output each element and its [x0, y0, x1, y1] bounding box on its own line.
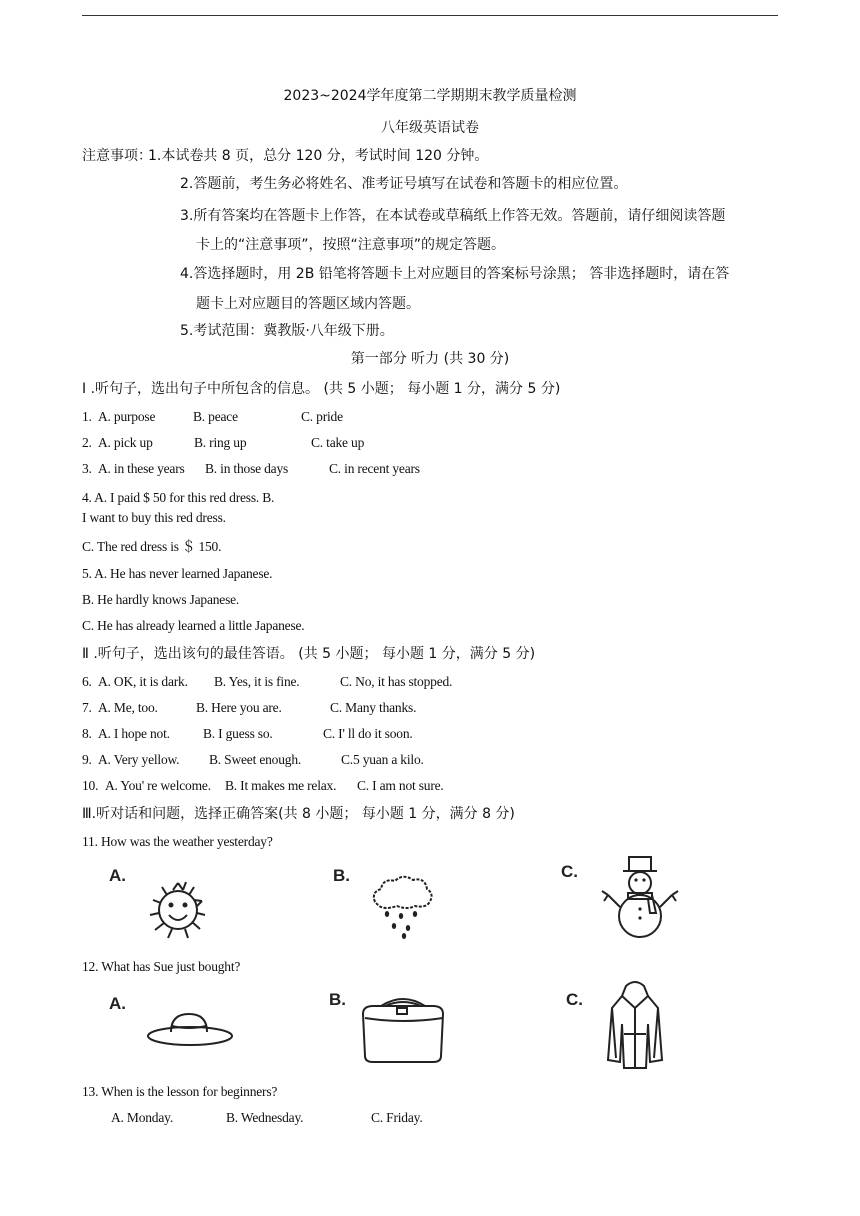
- exam-title: 2023~2024学年度第二学期期末教学质量检测: [283, 88, 577, 104]
- question-4-line-1: 4. A. I paid $ 50 for this red dress. B.: [82, 490, 275, 505]
- question-1: [82, 408, 343, 426]
- question-13: 13. When is the lesson for beginners?: [82, 1084, 278, 1099]
- section3-heading: Ⅲ.听对话和问题，选择正确答案(共 8 小题； 每小题 1 分，满分 8 分): [82, 806, 515, 822]
- picture-label-a: A.: [109, 994, 126, 1013]
- bag-picture: [359, 994, 449, 1066]
- option-b: B. Here you are.: [196, 700, 282, 715]
- question-4-line-3: C. The red dress is ＄ 150.: [82, 539, 222, 554]
- picture-label-a: A.: [109, 866, 126, 885]
- option-c: C. in recent years: [329, 461, 420, 476]
- option-c: C. No, it has stopped.: [340, 674, 453, 689]
- question-8: [82, 725, 413, 743]
- picture-label-c: C.: [566, 990, 583, 1009]
- option-a: A. You' re welcome.: [105, 778, 211, 793]
- notice-item-4: 4.答选择题时，用 2B 铅笔将答题卡上对应题目的答案标号涂黑； 答非选择题时，请在答: [180, 266, 730, 282]
- question-number: 8.: [82, 726, 92, 741]
- notice-item-2: 2.答题前，考生务必将姓名、准考证号填写在试卷和答题卡的相应位置。: [180, 176, 628, 192]
- question-number: 1.: [82, 409, 92, 424]
- notice-item-1: 1.本试卷共 8 页，总分 120 分，考试时间 120 分钟。: [148, 148, 489, 164]
- question-4-line-2: I want to buy this red dress.: [82, 510, 226, 525]
- notice-item-3: 3.所有答案均在答题卡上作答，在本试卷或草稿纸上作答无效。答题前，请仔细阅读答题: [180, 208, 726, 224]
- notice-item-5: 5.考试范围：冀教版·八年级下册。: [180, 323, 394, 339]
- question-2: [82, 434, 365, 452]
- option-c: C. Many thanks.: [330, 700, 417, 715]
- picture-label-b: B.: [333, 866, 350, 885]
- question-10: [82, 777, 444, 795]
- snowman-picture: [598, 855, 684, 941]
- option-b: B. peace: [193, 409, 238, 424]
- option-b: B. Yes, it is fine.: [214, 674, 300, 689]
- hat-picture: [145, 1010, 235, 1050]
- question-number: 2.: [82, 435, 92, 450]
- exam-subtitle: 八年级英语试卷: [381, 120, 479, 136]
- question-5-line-3: C. He has already learned a little Japanese.: [82, 618, 305, 633]
- question-12: 12. What has Sue just bought?: [82, 959, 241, 974]
- notice-item-4-cont: 题卡上对应题目的答题区域内答题。: [196, 296, 420, 312]
- question-9: [82, 751, 424, 769]
- option-c: C. Friday.: [371, 1110, 423, 1125]
- option-a: A. Very yellow.: [98, 752, 180, 767]
- option-a: A. pick up: [98, 435, 153, 450]
- option-a: A. in these years: [98, 461, 185, 476]
- question-7: [82, 699, 417, 717]
- option-a: A. I hope not.: [98, 726, 170, 741]
- option-b: B. It makes me relax.: [225, 778, 337, 793]
- part1-heading: 第一部分 听力 (共 30 分): [350, 351, 510, 367]
- question-5-line-1: 5. A. He has never learned Japanese.: [82, 566, 273, 581]
- option-a: A. Monday.: [111, 1110, 173, 1125]
- top-rule: [82, 15, 778, 16]
- question-5-line-2: B. He hardly knows Japanese.: [82, 592, 240, 607]
- option-b: B. I guess so.: [203, 726, 273, 741]
- option-c: C. take up: [311, 435, 365, 450]
- question-number: 9.: [82, 752, 92, 767]
- sun-picture: [142, 875, 214, 945]
- option-c: C.5 yuan a kilo.: [341, 752, 424, 767]
- option-c: C. I' ll do it soon.: [323, 726, 413, 741]
- option-c: C. I am not sure.: [357, 778, 444, 793]
- option-a: A. OK, it is dark.: [98, 674, 188, 689]
- question-number: 6.: [82, 674, 92, 689]
- notice-label: 注意事项：: [82, 148, 152, 164]
- question-6: [82, 673, 453, 691]
- coat-picture: [604, 978, 666, 1072]
- picture-label-c: C.: [561, 862, 578, 881]
- option-a: A. Me, too.: [98, 700, 158, 715]
- section1-heading: Ⅰ .听句子，选出句子中所包含的信息。 (共 5 小题； 每小题 1 分，满分 5 分): [82, 381, 561, 397]
- option-b: B. Sweet enough.: [209, 752, 302, 767]
- question-3: [82, 460, 420, 478]
- question-11: 11. How was the weather yesterday?: [82, 834, 273, 849]
- section2-heading: Ⅱ .听句子，选出该句的最佳答语。 (共 5 小题； 每小题 1 分，满分 5 分): [82, 646, 536, 662]
- notice-item-3-cont: 卡上的“注意事项”，按照“注意事项”的规定答题。: [196, 237, 506, 253]
- option-b: B. in those days: [205, 461, 289, 476]
- option-c: C. pride: [301, 409, 343, 424]
- option-b: B. Wednesday.: [226, 1110, 304, 1125]
- question-number: 7.: [82, 700, 92, 715]
- question-number: 10.: [82, 778, 99, 793]
- option-b: B. ring up: [194, 435, 247, 450]
- rain-cloud-picture: [367, 872, 437, 940]
- question-number: 3.: [82, 461, 92, 476]
- option-a: A. purpose: [98, 409, 156, 424]
- picture-label-b: B.: [329, 990, 346, 1009]
